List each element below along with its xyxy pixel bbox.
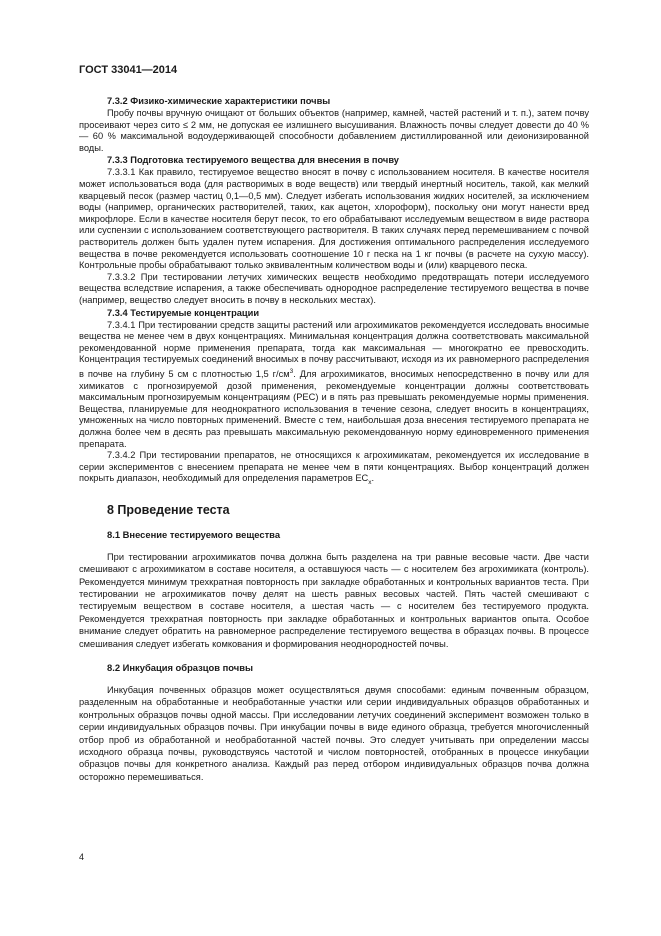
- superscript: 3: [289, 367, 294, 375]
- section-7-3-4-title: 7.3.4 Тестируемые концентрации: [107, 307, 260, 318]
- section-8-1-title: 8.1 Внесение тестируемого вещества: [107, 528, 281, 540]
- section-8-2-paragraph: Инкубация почвенных образцов может осуществляться двумя способами: единым почвенным образцом, разделенным на обработанные и необработанные участки или серии индивидуальных образцов обработанных и контрольных образцов почвы одной массы. При исследовании летучих соединений эксперимент возможен только в серии индивидуальных образцов почвы. При инкубации почвы в виде единого образца, требуется многочисленный отбор проб из обработанной и необработанной частей почвы. Это следует учитывать при определении массы исходного образца почвы, руководствуясь частотой и числом повторностей, отобранных в процессе инкубации образцов почвы для конкретного анализа. Каждый раз перед отбором индивидуальных образцов почва должна осторожно перемешиваться.: [79, 685, 589, 782]
- section-8-2-title: 8.2 Инкубация образцов почвы: [107, 662, 254, 674]
- section-7-3-4-2-paragraph: [79, 450, 589, 489]
- text-run: 7.3.4.1 При тестировании средств защиты растений или агрохимикатов рекомендуется исследовать вносимые вещества не менее чем в двух концентрациях. Минимальная концентрация должна соответствовать максимальной рекомендованной норме применения препарата, тогда как максимальная — многократно ее превосходить. Концентрация тестируемых соединений вносимых в почву рассчитывают, исходя из их равномерного распределения в почве на глубину 5 см с плотностью 1,5 г/см: [79, 319, 589, 379]
- document-header: ГОСТ 33041—2014: [79, 64, 178, 76]
- page-number: 4: [79, 852, 85, 862]
- text-run: . Для агрохимикатов, вносимых непосредственно в почву или для химикатов с прогнозируемой дозой применения, рекомендуемые концентрации должны соответствовать максимальным прогнозируемым концентрациям (PEC) и в пять раз превышать рекомендуемые нормы применения. Вещества, планируемые для неоднократного использования в течение сезона, следует вносить в концентрациях, умноженных на число повторных применений. Вместе с тем, наибольшая доза внесения тестируемого препарата не должна более чем в десять раз превышать максимальную рекомендованную норму единовременного применения препарата.: [79, 368, 589, 449]
- text-run: 7.3.4.2 При тестировании препаратов, не относящихся к агрохимикатам, рекомендуется их исследование в серии экспериментов с внесением препарата не менее чем в пяти концентрациях. Выбор концентраций должен покрыть диапазон, необходимый для определения параметров EC: [79, 450, 589, 484]
- text-run: .: [371, 473, 375, 484]
- section-7-3-3-1-paragraph: 7.3.3.1 Как правило, тестируемое вещество вносят в почву с использованием носителя. В качестве носителя может использоваться вода (для растворимых в воде веществ) или твердый инертный носитель, такой, как мелкий кварцевый песок (размер частиц 0,1—0,5 мм). Следует избегать использования жидких носителей, за исключением воды (например, органических растворителей, таких, как ацетон, хлороформ), поскольку они могут нанести вред микрофлоре. Если в качестве носителя берут песок, то его обрабатывают исследуемым веществом в виде раствора или суспензии с использованием соответствующего растворителя. В таких случаях перед перемешиванием с почвой растворитель должен быть удален путем испарения. Для достижения оптимального распределения исследуемого вещества в почве рекомендуется использовать соотношение 10 г песка на 1 кг почвы (в расчете на сухую массу). Контрольные пробы обрабатывают только эквивалентным количеством воды и (или) кварцевого песка.: [79, 167, 589, 271]
- section-7-3-2-title: 7.3.2 Физико-химические характеристики почвы: [107, 96, 331, 106]
- section-7-3-3-2-paragraph: 7.3.3.2 При тестировании летучих химических веществ необходимо предотвращать потери исследуемого вещества вследствие испарения, а также обеспечивать однородное распределение тестируемого вещества в почве (например, вещество следует вносить в почву в нескольких местах).: [79, 271, 589, 305]
- section-8-title: 8 Проведение теста: [107, 502, 230, 517]
- subscript: x: [368, 479, 372, 487]
- page-content: [79, 95, 589, 783]
- section-7-3-2-paragraph: Пробу почвы вручную очищают от больших объектов (например, камней, частей растений и т. п.), затем почву просеивают через сито ≤ 2 мм, не допуская ее излишнего высушивания. Влажность почвы следует довести до 40 % — 60 % максимальной водоудерживающей способности добавлением дистиллированной или деионизированной воды.: [79, 108, 589, 153]
- section-8-1-paragraph: При тестировании агрохимикатов почва должна быть разделена на три равные весовые части. Две части смешивают с агрохимикатом в составе носителя, а оставшуюся часть — с носителем без агрохимиката (контроль). Рекомендуется минимум трехкратная повторность при закладке обработанных и контрольных вариантов теста. При тестировании не агрохимикатов почву делят на шесть равных весовых частей. Пять частей смешивают с тестируемым веществом в составе носителя, а шестая часть — с носителем без тестируемого продукта. Рекомендуется трехкратная повторность при закладке обработанных и контрольных вариантов опыта. Особое внимание следует обратить на равномерное распределение тестируемого вещества в образцах почвы. В процессе смешивания следует избегать комкования и формирования неоднородностей почвы.: [79, 551, 589, 649]
- section-7-3-4-1-paragraph: [79, 320, 589, 451]
- section-7-3-3-title: 7.3.3 Подготовка тестируемого вещества для внесения в почву: [107, 155, 399, 166]
